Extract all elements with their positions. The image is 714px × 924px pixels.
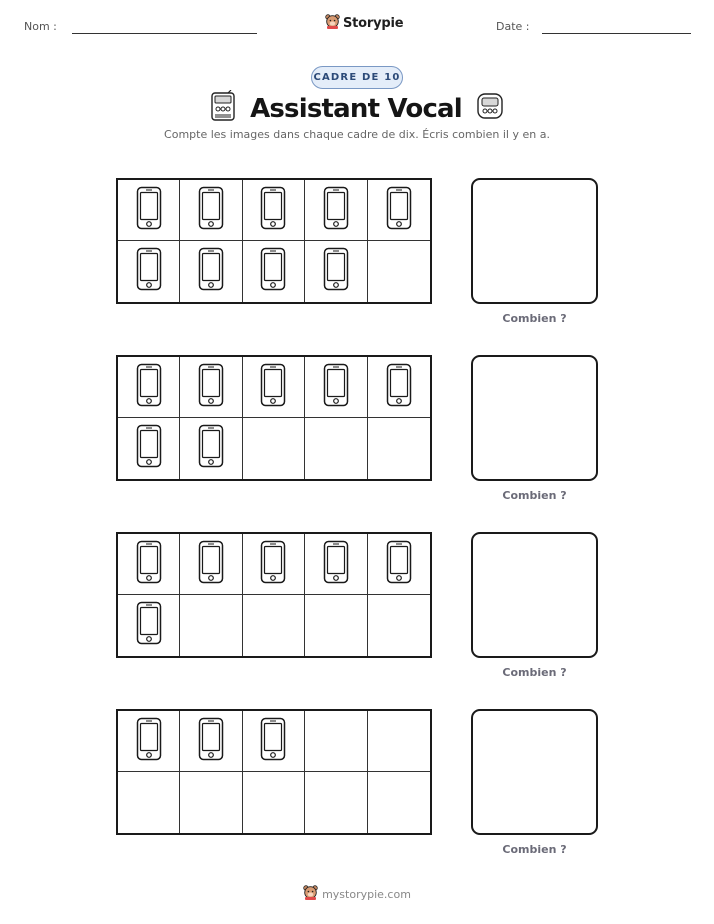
- frame-cell: [118, 711, 180, 772]
- answer-label: Combien ?: [502, 843, 567, 856]
- frame-cell: [368, 772, 430, 833]
- frame-cell: [368, 241, 430, 302]
- frame-cell: [368, 534, 430, 595]
- frame-cell: [305, 711, 367, 772]
- answer-box[interactable]: [471, 178, 598, 304]
- smartphone-icon: [136, 717, 162, 766]
- name-line[interactable]: [72, 33, 257, 34]
- frame-cell: [368, 357, 430, 418]
- smartphone-icon: [198, 717, 224, 766]
- frame-cell: [180, 180, 242, 241]
- category-badge: CADRE DE 10: [311, 66, 403, 89]
- frame-cell: [243, 772, 305, 833]
- frame-cell: [243, 534, 305, 595]
- frame-cell: [368, 711, 430, 772]
- frame-cell: [243, 418, 305, 479]
- exercise-3: [0, 532, 714, 692]
- ten-frame: [116, 178, 432, 304]
- frame-cell: [305, 772, 367, 833]
- exercise-2: [0, 355, 714, 515]
- frame-cell: [243, 357, 305, 418]
- smartphone-icon: [386, 540, 412, 589]
- smartphone-icon: [323, 363, 349, 412]
- frame-cell: [180, 418, 242, 479]
- frame-cell: [118, 180, 180, 241]
- ten-frame: [116, 709, 432, 835]
- frame-cell: [118, 241, 180, 302]
- radio-device-icon: [210, 90, 236, 127]
- frame-cell: [180, 711, 242, 772]
- frame-cell: [305, 357, 367, 418]
- frame-cell: [180, 772, 242, 833]
- smartphone-icon: [198, 424, 224, 473]
- answer-label: Combien ?: [502, 312, 567, 325]
- frame-cell: [118, 357, 180, 418]
- ten-frame: [116, 532, 432, 658]
- footer: [0, 884, 714, 905]
- frame-cell: [305, 241, 367, 302]
- answer-label: Combien ?: [502, 489, 567, 502]
- answer-box[interactable]: [471, 355, 598, 481]
- frame-cell: [118, 418, 180, 479]
- smartphone-icon: [136, 186, 162, 235]
- smartphone-icon: [198, 186, 224, 235]
- frame-cell: [180, 595, 242, 656]
- exercise-4: [0, 709, 714, 869]
- smartphone-icon: [136, 540, 162, 589]
- smartphone-icon: [136, 601, 162, 650]
- bear-mascot-icon: [325, 13, 340, 34]
- smartphone-icon: [323, 186, 349, 235]
- frame-cell: [305, 418, 367, 479]
- answer-box[interactable]: [471, 709, 598, 835]
- date-line[interactable]: [542, 33, 691, 34]
- smartphone-icon: [260, 247, 286, 296]
- frame-cell: [180, 241, 242, 302]
- title-row: [0, 90, 714, 127]
- smartphone-icon: [386, 363, 412, 412]
- frame-cell: [305, 595, 367, 656]
- smartphone-icon: [260, 717, 286, 766]
- frame-cell: [368, 180, 430, 241]
- instructions: Compte les images dans chaque cadre de dix. Écris combien il y en a.: [164, 128, 550, 141]
- name-label: Nom :: [24, 20, 57, 33]
- smartphone-icon: [136, 424, 162, 473]
- brand-logo: [325, 13, 403, 34]
- frame-cell: [243, 711, 305, 772]
- smartphone-icon: [260, 540, 286, 589]
- frame-cell: [243, 241, 305, 302]
- frame-cell: [180, 357, 242, 418]
- smart-speaker-icon: [476, 92, 504, 125]
- smartphone-icon: [198, 540, 224, 589]
- exercise-1: [0, 178, 714, 338]
- smartphone-icon: [260, 363, 286, 412]
- frame-cell: [180, 534, 242, 595]
- date-label: Date :: [496, 20, 530, 33]
- smartphone-icon: [260, 186, 286, 235]
- smartphone-icon: [136, 247, 162, 296]
- smartphone-icon: [323, 540, 349, 589]
- frame-cell: [305, 534, 367, 595]
- brand-name: Storypie: [343, 16, 404, 31]
- smartphone-icon: [386, 186, 412, 235]
- frame-cell: [368, 418, 430, 479]
- answer-box[interactable]: [471, 532, 598, 658]
- answer-label: Combien ?: [502, 666, 567, 679]
- ten-frame: [116, 355, 432, 481]
- frame-cell: [243, 180, 305, 241]
- smartphone-icon: [323, 247, 349, 296]
- frame-cell: [118, 595, 180, 656]
- bear-mascot-icon: [303, 884, 318, 905]
- frame-cell: [243, 595, 305, 656]
- smartphone-icon: [198, 363, 224, 412]
- frame-cell: [118, 772, 180, 833]
- smartphone-icon: [198, 247, 224, 296]
- page-title: Assistant Vocal: [250, 93, 462, 124]
- footer-url: mystorypie.com: [322, 888, 411, 901]
- smartphone-icon: [136, 363, 162, 412]
- frame-cell: [118, 534, 180, 595]
- frame-cell: [368, 595, 430, 656]
- frame-cell: [305, 180, 367, 241]
